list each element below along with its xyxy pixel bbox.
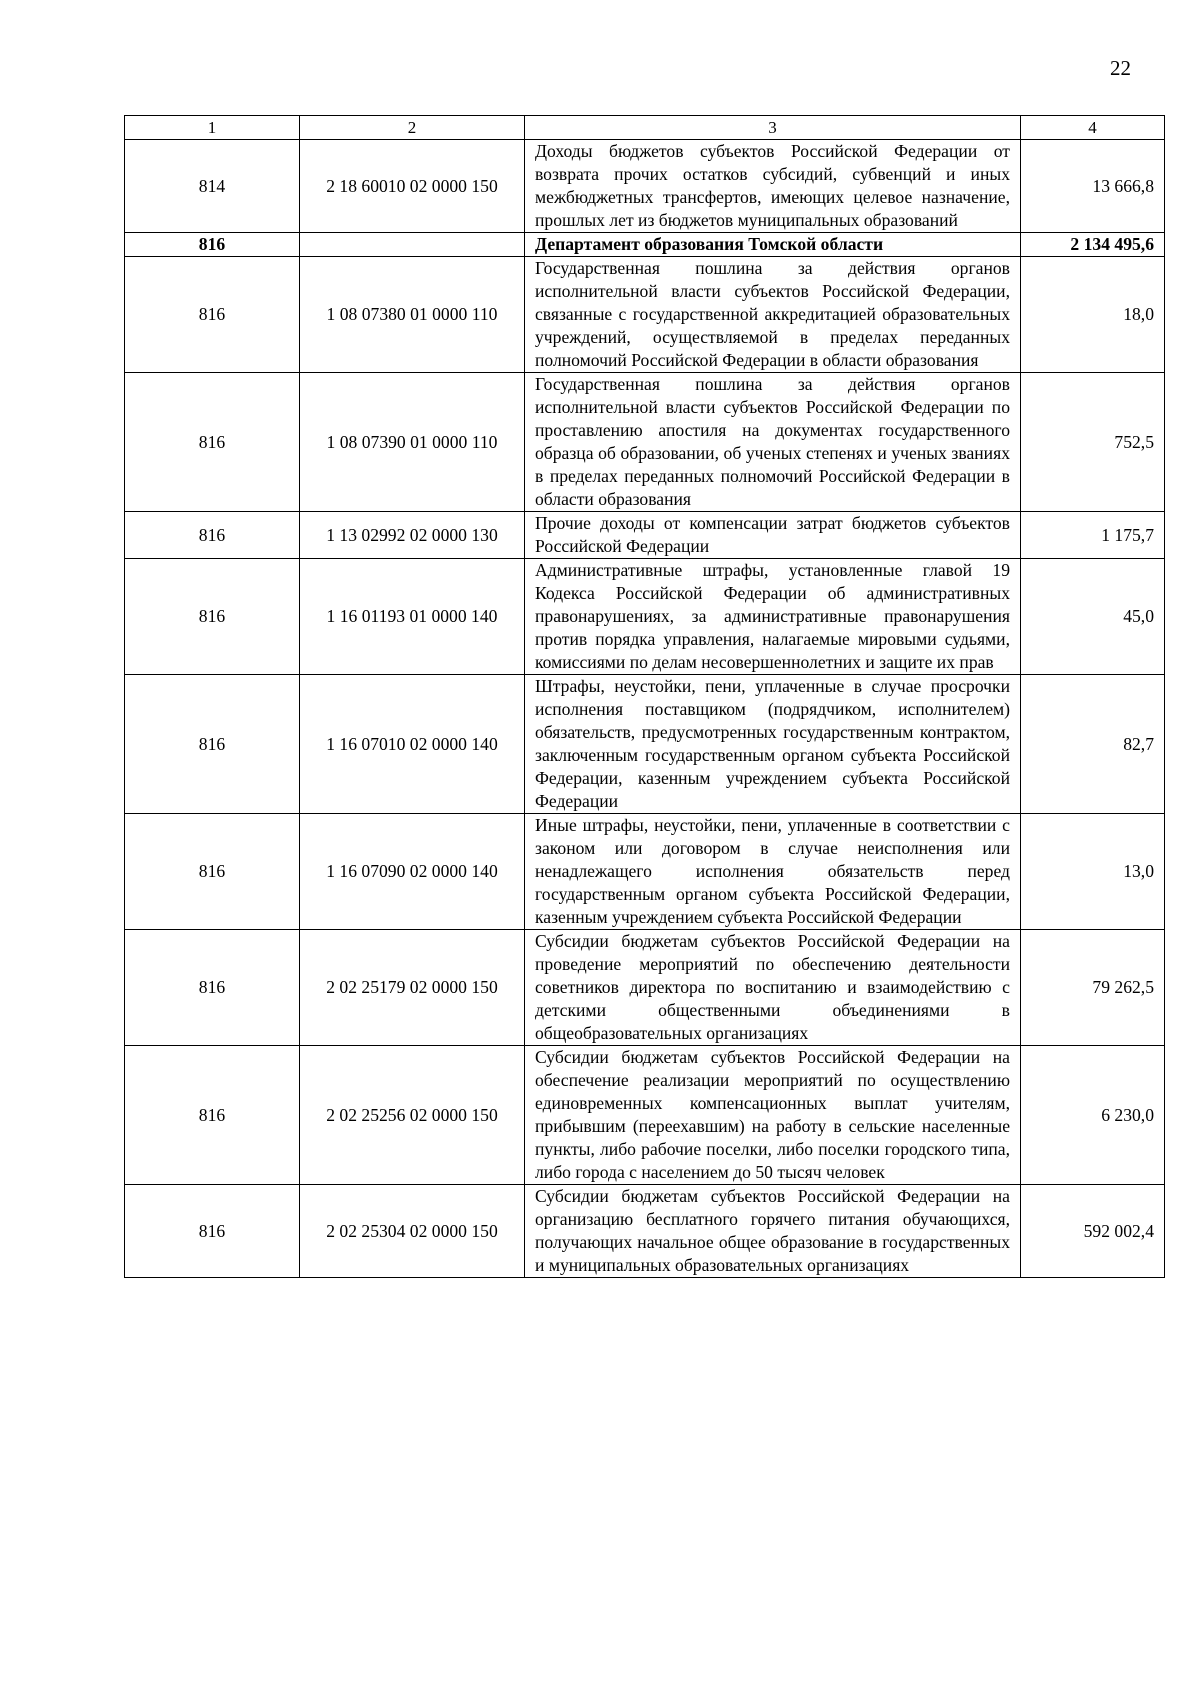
amount-cell: 6 230,0 xyxy=(1021,1046,1165,1185)
admin-code-cell: 816 xyxy=(125,257,300,373)
budget-code-cell: 1 16 01193 01 0000 140 xyxy=(300,559,525,675)
budget-code-cell xyxy=(300,233,525,257)
budget-code-cell: 1 16 07010 02 0000 140 xyxy=(300,675,525,814)
admin-code-cell: 816 xyxy=(125,233,300,257)
description-cell: Департамент образования Томской области xyxy=(525,233,1021,257)
budget-code-cell: 2 18 60010 02 0000 150 xyxy=(300,140,525,233)
amount-cell: 45,0 xyxy=(1021,559,1165,675)
amount-cell: 1 175,7 xyxy=(1021,512,1165,559)
table-row xyxy=(125,1185,1165,1278)
description-cell: Административные штрафы, установленные главой 19 Кодекса Российской Федерации об административных правонарушениях, за административные правонарушения против порядка управления, налагаемые мировыми судьями, комиссиями по делам несовершеннолетних и защите их прав xyxy=(525,559,1021,675)
description-cell: Субсидии бюджетам субъектов Российской Федерации на проведение мероприятий по обеспечению деятельности советников директора по воспитанию и взаимодействию с детскими общественными объединениями в общеобразовательных организациях xyxy=(525,930,1021,1046)
table-row xyxy=(125,512,1165,559)
table-row xyxy=(125,140,1165,233)
description-cell: Государственная пошлина за действия органов исполнительной власти субъектов Российской Федерации по проставлению апостиля на документах государственного образца об образовании, об ученых степенях и ученых званиях в пределах переданных полномочий Российской Федерации в области образования xyxy=(525,373,1021,512)
table-row xyxy=(125,373,1165,512)
revenue-table-body xyxy=(125,116,1165,1278)
amount-cell: 79 262,5 xyxy=(1021,930,1165,1046)
description-cell: Субсидии бюджетам субъектов Российской Федерации на организацию бесплатного горячего питания обучающихся, получающих начальное общее образование в государственных и муниципальных образовательных организациях xyxy=(525,1185,1021,1278)
revenue-table xyxy=(124,115,1165,1278)
budget-code-cell: 1 08 07390 01 0000 110 xyxy=(300,373,525,512)
budget-code-cell: 1 16 07090 02 0000 140 xyxy=(300,814,525,930)
table-row xyxy=(125,814,1165,930)
table-row xyxy=(125,1046,1165,1185)
amount-cell: 752,5 xyxy=(1021,373,1165,512)
budget-code-cell: 2 02 25256 02 0000 150 xyxy=(300,1046,525,1185)
budget-code-cell: 2 02 25304 02 0000 150 xyxy=(300,1185,525,1278)
amount-cell: 18,0 xyxy=(1021,257,1165,373)
description-cell: Штрафы, неустойки, пени, уплаченные в случае просрочки исполнения поставщиком (подрядчиком, исполнителем) обязательств, предусмотренных государственным контрактом, заключенным государственным органом субъекта Российской Федерации, казенным учреждением субъекта Российской Федерации xyxy=(525,675,1021,814)
budget-code-cell: 1 08 07380 01 0000 110 xyxy=(300,257,525,373)
column-header-1: 1 xyxy=(125,116,300,140)
admin-code-cell: 816 xyxy=(125,675,300,814)
table-row xyxy=(125,930,1165,1046)
budget-code-cell: 1 13 02992 02 0000 130 xyxy=(300,512,525,559)
page-number: 22 xyxy=(1110,56,1131,80)
admin-code-cell: 816 xyxy=(125,1185,300,1278)
admin-code-cell: 816 xyxy=(125,930,300,1046)
budget-code-cell: 2 02 25179 02 0000 150 xyxy=(300,930,525,1046)
description-cell: Доходы бюджетов субъектов Российской Федерации от возврата прочих остатков субсидий, субвенций и иных межбюджетных трансфертов, имеющих целевое назначение, прошлых лет из бюджетов муниципальных образований xyxy=(525,140,1021,233)
amount-cell: 13 666,8 xyxy=(1021,140,1165,233)
description-cell: Государственная пошлина за действия органов исполнительной власти субъектов Российской Федерации, связанные с государственной аккредитацией образовательных учреждений, осуществляемой в пределах переданных полномочий Российской Федерации в области образования xyxy=(525,257,1021,373)
amount-cell: 2 134 495,6 xyxy=(1021,233,1165,257)
amount-cell: 13,0 xyxy=(1021,814,1165,930)
table-row xyxy=(125,257,1165,373)
table-header-row xyxy=(125,116,1165,140)
amount-cell: 82,7 xyxy=(1021,675,1165,814)
column-header-2: 2 xyxy=(300,116,525,140)
table-row xyxy=(125,675,1165,814)
description-cell: Прочие доходы от компенсации затрат бюджетов субъектов Российской Федерации xyxy=(525,512,1021,559)
admin-code-cell: 816 xyxy=(125,1046,300,1185)
admin-code-cell: 816 xyxy=(125,814,300,930)
description-cell: Иные штрафы, неустойки, пени, уплаченные в соответствии с законом или договором в случае неисполнения или ненадлежащего исполнения обязательств перед государственным органом субъекта Российской Федерации, казенным учреждением субъекта Российской Федерации xyxy=(525,814,1021,930)
admin-code-cell: 816 xyxy=(125,373,300,512)
table-row xyxy=(125,233,1165,257)
admin-code-cell: 816 xyxy=(125,559,300,675)
column-header-3: 3 xyxy=(525,116,1021,140)
admin-code-cell: 816 xyxy=(125,512,300,559)
column-header-4: 4 xyxy=(1021,116,1165,140)
amount-cell: 592 002,4 xyxy=(1021,1185,1165,1278)
table-row xyxy=(125,559,1165,675)
description-cell: Субсидии бюджетам субъектов Российской Федерации на обеспечение реализации мероприятий по осуществлению единовременных компенсационных выплат учителям, прибывшим (переехавшим) на работу в сельские населенные пункты, либо рабочие поселки, либо поселки городского типа, либо города с населением до 50 тысяч человек xyxy=(525,1046,1021,1185)
admin-code-cell: 814 xyxy=(125,140,300,233)
